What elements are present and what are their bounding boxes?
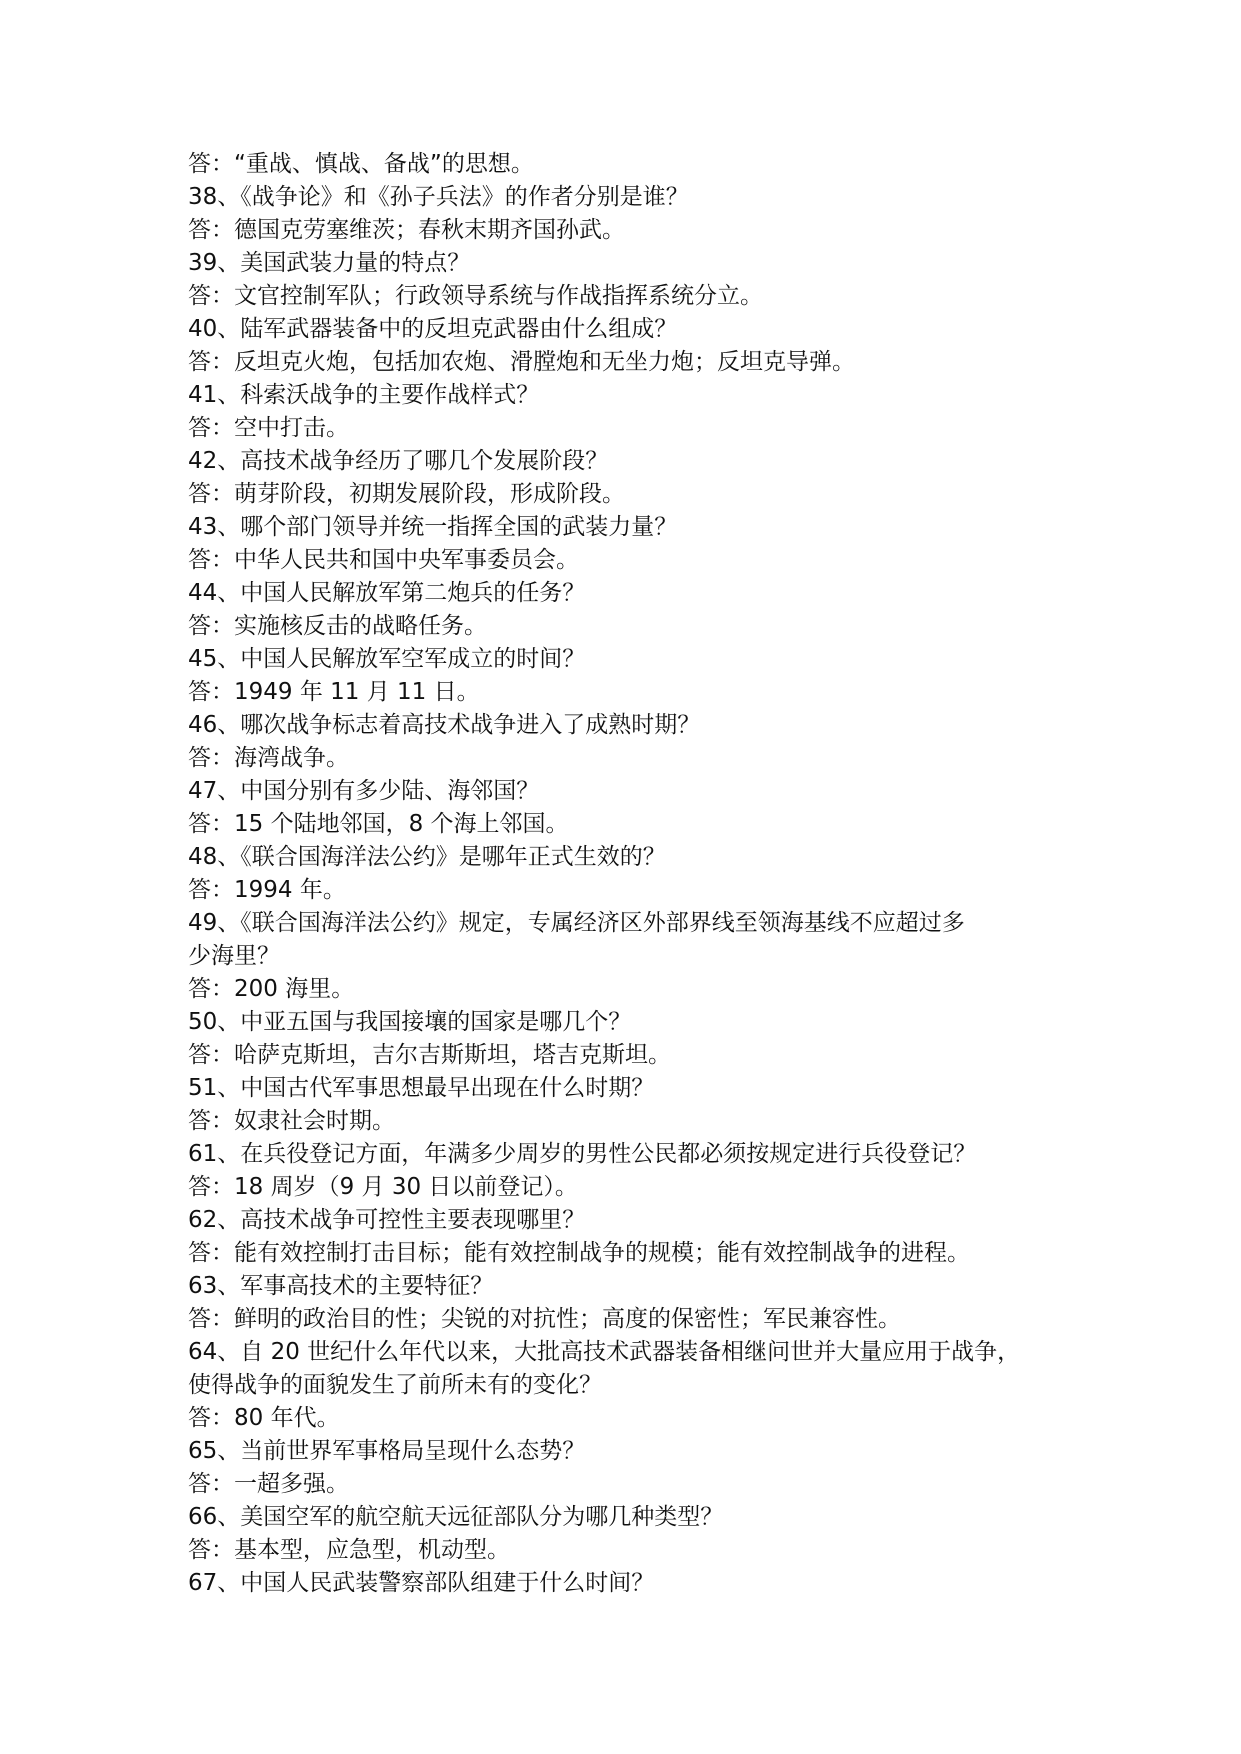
answer-line: 答：“重战、慎战、备战”的思想。 (188, 151, 534, 177)
answer-line: 答：萌芽阶段，初期发展阶段，形成阶段。 (188, 481, 625, 507)
document-page (188, 148, 1068, 1600)
question-line: 47、中国分别有多少陆、海邻国？ (188, 778, 540, 804)
answer-line: 答：实施核反击的战略任务。 (188, 613, 487, 639)
question-line: 43、哪个部门领导并统一指挥全国的武装力量？ (188, 514, 678, 540)
answer-line: 答：80 年代。 (188, 1405, 340, 1431)
answer-line: 答：1994 年。 (188, 877, 346, 903)
question-line: 44、中国人民解放军第二炮兵的任务？ (188, 580, 586, 606)
answer-line: 答：德国克劳塞维茨；春秋末期齐国孙武。 (188, 217, 625, 243)
question-line: 66、美国空军的航空航天远征部队分为哪几种类型？ (188, 1504, 724, 1530)
question-line: 45、中国人民解放军空军成立的时间？ (188, 646, 586, 672)
question-line: 62、高技术战争可控性主要表现哪里？ (188, 1207, 586, 1233)
question-line: 48、《联合国海洋法公约》是哪年正式生效的？ (188, 844, 666, 870)
question-line: 65、当前世界军事格局呈现什么态势？ (188, 1438, 586, 1464)
answer-line: 答：哈萨克斯坦，吉尔吉斯斯坦，塔吉克斯坦。 (188, 1042, 671, 1068)
answer-line: 答：1949 年 11 月 11 日。 (188, 679, 480, 705)
answer-line: 答：基本型，应急型，机动型。 (188, 1537, 510, 1563)
question-line: 51、中国古代军事思想最早出现在什么时期？ (188, 1075, 655, 1101)
question-line: 39、美国武装力量的特点？ (188, 250, 471, 276)
question-line: 61、在兵役登记方面，年满多少周岁的男性公民都必须按规定进行兵役登记？ (188, 1141, 977, 1167)
question-line-continued: 少海里？ (188, 943, 280, 969)
question-line: 64、自 20 世纪什么年代以来，大批高技术武器装备相继问世并大量应用于战争， (188, 1339, 1021, 1365)
answer-line: 答：一超多强。 (188, 1471, 349, 1497)
answer-line: 答：中华人民共和国中央军事委员会。 (188, 547, 579, 573)
question-line: 42、高技术战争经历了哪几个发展阶段？ (188, 448, 609, 474)
question-line: 46、哪次战争标志着高技术战争进入了成熟时期？ (188, 712, 701, 738)
answer-line: 答：15 个陆地邻国，8 个海上邻国。 (188, 811, 569, 837)
question-line: 67、中国人民武装警察部队组建于什么时间？ (188, 1570, 655, 1596)
question-line: 38、《战争论》和《孙子兵法》的作者分别是谁？ (188, 184, 689, 210)
question-line-continued: 使得战争的面貌发生了前所未有的变化？ (188, 1372, 602, 1398)
question-line: 63、军事高技术的主要特征？ (188, 1273, 494, 1299)
question-line: 41、科索沃战争的主要作战样式？ (188, 382, 540, 408)
answer-line: 答：能有效控制打击目标；能有效控制战争的规模；能有效控制战争的进程。 (188, 1240, 970, 1266)
answer-line: 答：海湾战争。 (188, 745, 349, 771)
answer-line: 答：鲜明的政治目的性；尖锐的对抗性；高度的保密性；军民兼容性。 (188, 1306, 901, 1332)
answer-line: 答：空中打击。 (188, 415, 349, 441)
question-line: 49、《联合国海洋法公约》规定，专属经济区外部界线至领海基线不应超过多 (188, 910, 965, 936)
answer-line: 答：18 周岁（9 月 30 日以前登记）。 (188, 1174, 578, 1200)
answer-line: 答：奴隶社会时期。 (188, 1108, 395, 1134)
answer-line: 答：反坦克火炮，包括加农炮、滑膛炮和无坐力炮；反坦克导弹。 (188, 349, 855, 375)
answer-line: 答：文官控制军队；行政领导系统与作战指挥系统分立。 (188, 283, 763, 309)
question-line: 50、中亚五国与我国接壤的国家是哪几个？ (188, 1009, 632, 1035)
question-line: 40、陆军武器装备中的反坦克武器由什么组成？ (188, 316, 678, 342)
answer-line: 答：200 海里。 (188, 976, 355, 1002)
